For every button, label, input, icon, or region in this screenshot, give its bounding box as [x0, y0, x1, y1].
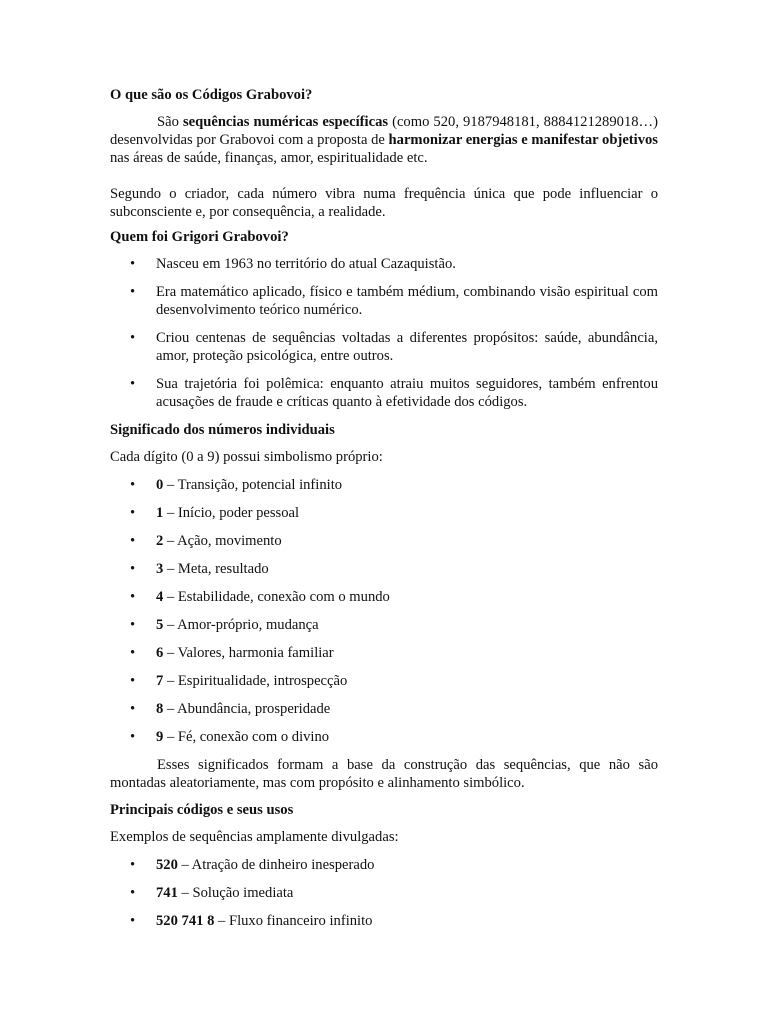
codes-list [110, 856, 658, 930]
list-item [110, 560, 658, 578]
list-item [110, 700, 658, 718]
creator-paragraph: Segundo o criador, cada número vibra numa frequência única que pode influenciar o subconsciente e, por consequência, a realidade. [110, 186, 658, 220]
digit-meaning: – Valores, harmonia familiar [163, 645, 334, 661]
digit-number: 0 [156, 477, 164, 493]
digit-number: 9 [156, 729, 164, 745]
heading-who-was-grabovoi: Quem foi Grigori Grabovoi? [110, 229, 289, 245]
intro-paragraph [110, 113, 658, 167]
code-number: 520 741 8 [156, 913, 215, 929]
list-item [110, 644, 658, 662]
heading-what-are-codes: O que são os Códigos Grabovoi? [110, 87, 313, 103]
digit-number: 5 [156, 617, 164, 633]
intro-bold-1: sequências numéricas específicas [182, 114, 389, 130]
list-item [110, 728, 658, 746]
intro-bold-2: harmonizar energias e manifestar objetivos [388, 132, 658, 148]
list-item: • Criou centenas de sequências voltadas a diferentes propósitos: saúde, abundância, amor, proteção psicológica, entre outros. [110, 329, 658, 365]
intro-text-2: (como 520, 9187948181, 8884121289018…) desenvolvidas por Grabovoi com a proposta de [110, 114, 658, 148]
list-item [110, 476, 658, 494]
list-item [110, 588, 658, 606]
list-item [110, 856, 658, 874]
digit-number: 6 [156, 645, 164, 661]
digit-meaning: – Abundância, prosperidade [163, 701, 331, 717]
code-use: – Fluxo financeiro infinito [214, 913, 373, 929]
digit-number: 1 [156, 505, 164, 521]
digits-intro: Cada dígito (0 a 9) possui simbolismo próprio: [110, 449, 383, 465]
digit-number: 4 [156, 589, 164, 605]
list-item [110, 884, 658, 902]
list-item [110, 672, 658, 690]
digit-number: 3 [156, 561, 164, 577]
digits-list [110, 476, 658, 746]
heading-individual-numbers: Significado dos números individuais [110, 422, 335, 438]
digit-meaning: – Espiritualidade, introspecção [163, 673, 348, 689]
digits-outro-paragraph: Esses significados formam a base da construção das sequências, que não são montadas aleatoriamente, mas com propósito e alinhamento simbólico. [110, 757, 658, 791]
digit-meaning: – Ação, movimento [163, 533, 282, 549]
list-item: • Sua trajetória foi polêmica: enquanto atraiu muitos seguidores, também enfrentou acusações de fraude e críticas quanto à efetividade dos códigos. [110, 375, 658, 411]
list-item [110, 912, 658, 930]
intro-text-3: nas áreas de saúde, finanças, amor, espiritualidade etc. [110, 150, 428, 166]
digit-meaning: – Transição, potencial infinito [163, 477, 343, 493]
list-item: • Nasceu em 1963 no território do atual Cazaquistão. [110, 255, 658, 273]
digit-meaning: – Início, poder pessoal [163, 505, 300, 521]
list-item [110, 532, 658, 550]
code-number: 741 [156, 885, 178, 901]
digit-meaning: – Amor-próprio, mudança [163, 617, 319, 633]
digit-meaning: – Meta, resultado [163, 561, 269, 577]
intro-text-1: São [157, 114, 183, 130]
bio-list [110, 255, 658, 411]
code-use: – Solução imediata [177, 885, 294, 901]
heading-main-codes: Principais códigos e seus usos [110, 802, 294, 818]
digit-number: 2 [156, 533, 164, 549]
digit-number: 7 [156, 673, 164, 689]
document-page [110, 86, 658, 940]
code-use: – Atração de dinheiro inesperado [177, 857, 375, 873]
digit-meaning: – Fé, conexão com o divino [163, 729, 330, 745]
list-item: • Era matemático aplicado, físico e também médium, combinando visão espiritual com desenvolvimento teórico numérico. [110, 283, 658, 319]
list-item [110, 504, 658, 522]
code-number: 520 [156, 857, 178, 873]
digit-meaning: – Estabilidade, conexão com o mundo [163, 589, 390, 605]
digit-number: 8 [156, 701, 164, 717]
codes-intro: Exemplos de sequências amplamente divulgadas: [110, 829, 399, 845]
list-item [110, 616, 658, 634]
